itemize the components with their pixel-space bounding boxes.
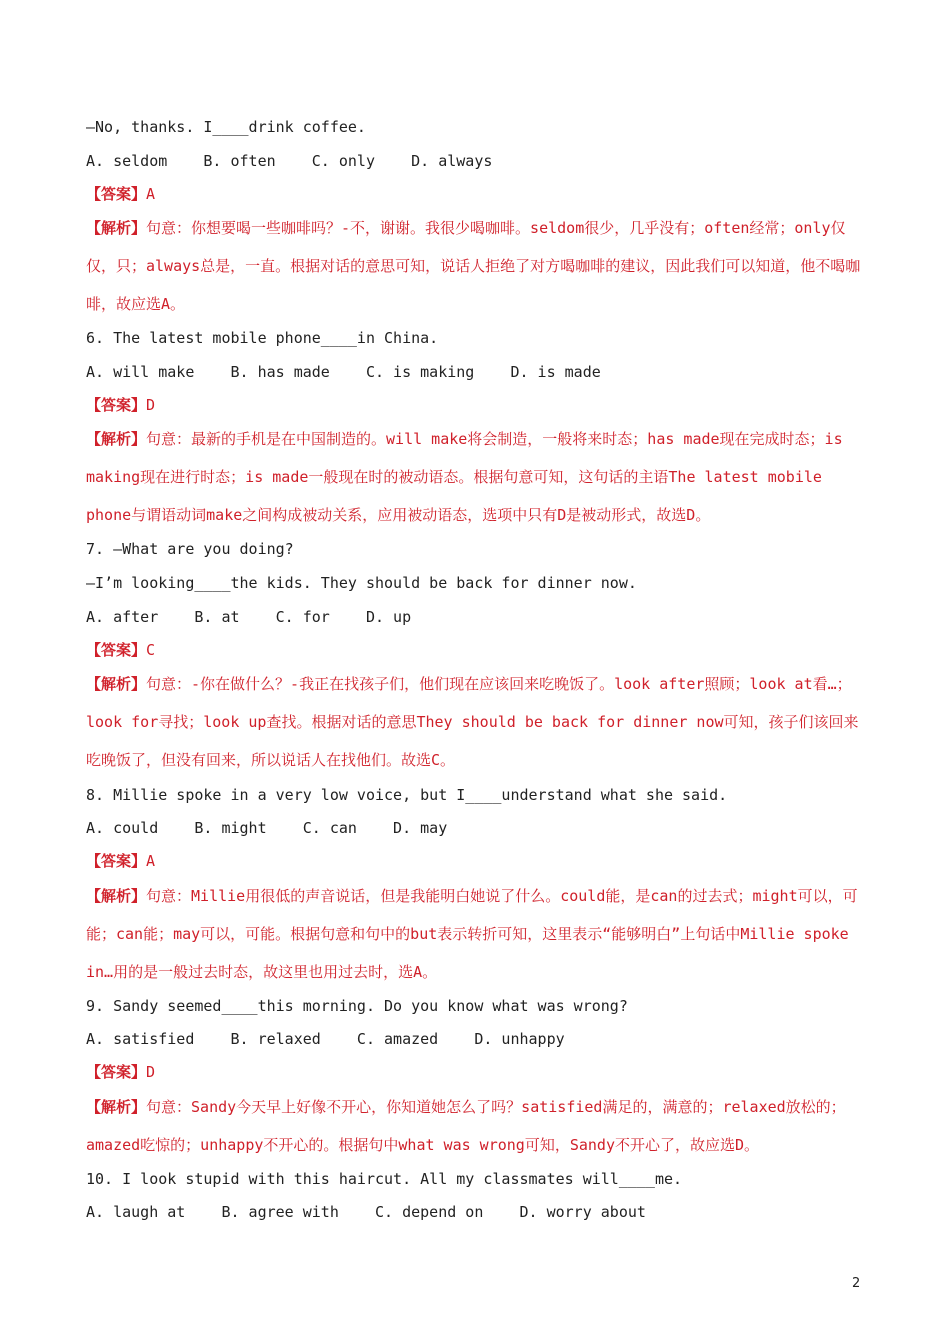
q7-stem-2: —I’m looking____the kids. They should be back for dinner now. <box>86 574 637 592</box>
q8-answer: A <box>146 852 156 870</box>
answer-tag: 【答案】 <box>86 852 147 870</box>
q6-answer: D <box>146 396 156 414</box>
answer-tag: 【答案】 <box>86 185 147 203</box>
page-number: 2 <box>852 1276 861 1291</box>
q5-analysis <box>86 209 868 323</box>
q8-answer-line <box>86 851 868 871</box>
q5-analysis-text: 句意：你想要喝一些咖啡吗？-不，谢谢。我很少喝咖啡。seldom很少，几乎没有；often经常；only仅仅，只；always总是，一直。根据对话的意思可知，说话人拒绝了对方喝咖啡的建议，因此我们可以知道，他不喝咖啡，故应选A。 <box>86 219 861 313</box>
q10-options: A. laugh at B. agree with C. depend on D. worry about <box>86 1203 646 1221</box>
q6-stem: 6. The latest mobile phone____in China. <box>86 329 439 347</box>
q5-stem: —No, thanks. I____drink coffee. <box>86 118 366 136</box>
q8-analysis-text: 句意：Millie用很低的声音说话，但是我能明白她说了什么。could能，是can的过去式；might可以，可能；can能；may可以，可能。根据句意和句中的but表示转折可知，这里表示“能够明白”上句话中Millie spoke in…用的是一般过去时态，故这里也用过去时，选A。 <box>86 887 858 981</box>
analysis-tag: 【解析】 <box>86 675 147 693</box>
q5-answer-line <box>86 184 868 204</box>
q7-answer: C <box>146 641 156 659</box>
q9-options: A. satisfied B. relaxed C. amazed D. unhappy <box>86 1030 565 1048</box>
q7-answer-line <box>86 640 868 660</box>
analysis-tag: 【解析】 <box>86 887 147 905</box>
q9-analysis <box>86 1088 868 1164</box>
q9-analysis-text: 句意：Sandy今天早上好像不开心，你知道她怎么了吗？satisfied满足的，满意的；relaxed放松的；amazed吃惊的；unhappy不开心的。根据句中what was wrong可知，Sandy不开心了，故应选D。 <box>86 1098 846 1154</box>
q7-analysis-text: 句意：-你在做什么？-我正在找孩子们，他们现在应该回来吃晚饭了。look after照顾；look at看…；look for寻找；look up查找。根据对话的意思They should be back for dinner now可知，孩子们该回来吃晚饭了，但没有回来，所以说话人在找他们。故选C。 <box>86 675 859 769</box>
q8-analysis <box>86 877 868 991</box>
answer-tag: 【答案】 <box>86 396 147 414</box>
q9-answer: D <box>146 1063 156 1081</box>
q7-analysis <box>86 665 868 779</box>
q6-options: A. will make B. has made C. is making D. is made <box>86 363 601 381</box>
q9-stem: 9. Sandy seemed____this morning. Do you know what was wrong? <box>86 997 628 1015</box>
q7-options: A. after B. at C. for D. up <box>86 608 412 626</box>
q5-options: A. seldom B. often C. only D. always <box>86 152 493 170</box>
answer-tag: 【答案】 <box>86 1063 147 1081</box>
q7-stem-1: 7. —What are you doing? <box>86 540 294 558</box>
answer-tag: 【答案】 <box>86 641 147 659</box>
analysis-tag: 【解析】 <box>86 430 147 448</box>
q6-answer-line <box>86 395 868 415</box>
analysis-tag: 【解析】 <box>86 219 147 237</box>
q6-analysis-text: 句意：最新的手机是在中国制造的。will make将会制造，一般将来时态；has made现在完成时态；is making现在进行时态；is made一般现在时的被动语态。根据句意可知，这句话的主语The latest mobile phone与谓语动词make之间构成被动关系，应用被动语态，选项中只有D是被动形式，故选D。 <box>86 430 843 524</box>
analysis-tag: 【解析】 <box>86 1098 147 1116</box>
q9-answer-line <box>86 1062 868 1082</box>
q6-analysis <box>86 420 868 534</box>
q8-stem: 8. Millie spoke in a very low voice, but I____understand what she said. <box>86 786 728 804</box>
q5-answer: A <box>146 185 156 203</box>
q8-options: A. could B. might C. can D. may <box>86 819 448 837</box>
q10-stem: 10. I look stupid with this haircut. All my classmates will____me. <box>86 1170 683 1188</box>
